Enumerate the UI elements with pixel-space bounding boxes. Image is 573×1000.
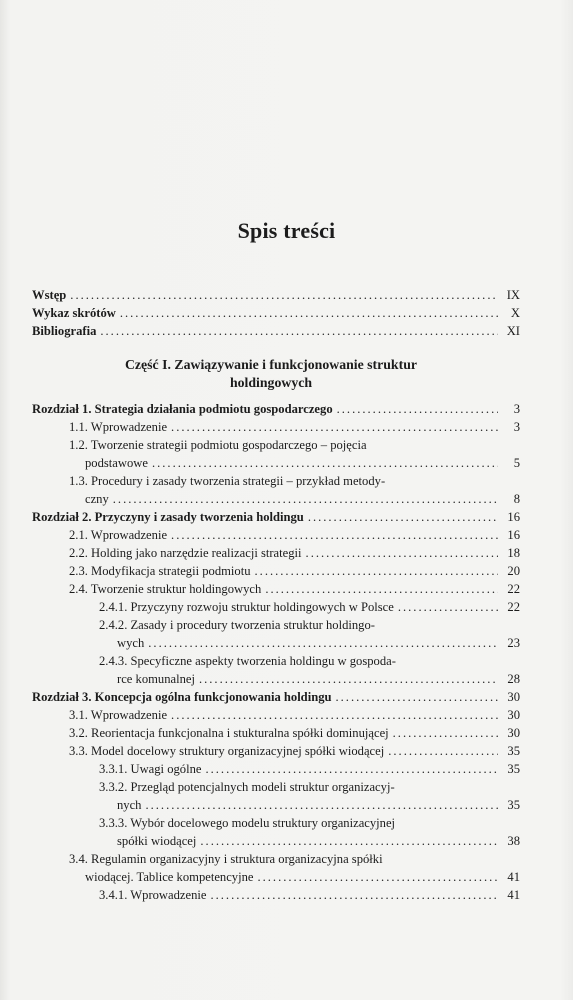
leader-dots bbox=[100, 322, 498, 340]
toc-entry-label: 2.4. Tworzenie struktur holdingowych bbox=[69, 582, 262, 596]
toc-entry-label: 3.3.3. Wybór docelowego modelu struktury organizacyjnej bbox=[99, 816, 396, 830]
toc-page-number: 22 bbox=[507, 600, 520, 614]
toc-page-number: 28 bbox=[507, 672, 520, 686]
toc-entry-3-2[interactable] bbox=[32, 724, 520, 742]
toc-page-number: 8 bbox=[513, 492, 520, 506]
part-heading bbox=[32, 356, 520, 392]
leader-dots bbox=[171, 418, 498, 436]
page-title: Spis treści bbox=[237, 218, 336, 243]
toc-entry-2-2[interactable] bbox=[32, 544, 520, 562]
toc-page-number: 5 bbox=[513, 456, 520, 470]
toc-page-number: 22 bbox=[507, 582, 520, 596]
toc-page-number: XI bbox=[506, 324, 520, 338]
toc-page-number: 35 bbox=[507, 762, 520, 776]
toc-entry-3-3-1[interactable] bbox=[32, 760, 520, 778]
toc-entry-1-2-line2[interactable] bbox=[32, 454, 520, 472]
leader-dots bbox=[257, 868, 498, 886]
leader-dots bbox=[308, 508, 498, 526]
part-heading-line1: Część I. Zawiązywanie i funkcjonowanie struktur bbox=[124, 357, 418, 372]
leader-dots bbox=[393, 724, 498, 742]
toc-entry-label: 2.2. Holding jako narzędzie realizacji strategii bbox=[69, 546, 302, 560]
leader-dots bbox=[398, 598, 498, 616]
leader-dots bbox=[210, 886, 498, 904]
toc-page-number: IX bbox=[506, 288, 520, 302]
toc-entry-3-3-3-line1[interactable] bbox=[32, 814, 520, 832]
toc-entry-label: 3.2. Reorientacja funkcjonalna i stukturalna spółki dominującej bbox=[69, 726, 389, 740]
leader-dots bbox=[152, 454, 498, 472]
toc-entry-label: 3.4.1. Wprowadzenie bbox=[99, 888, 207, 902]
toc-entry-label: 2.1. Wprowadzenie bbox=[69, 528, 168, 542]
toc-entry-3-3-2-line1[interactable] bbox=[32, 778, 520, 796]
toc-entry-label: 1.3. Procedury i zasady tworzenia strategii – przykład metody- bbox=[69, 474, 386, 488]
leader-dots bbox=[205, 760, 498, 778]
toc-entry-label: 3.3.1. Uwagi ogólne bbox=[99, 762, 202, 776]
leader-dots bbox=[255, 562, 498, 580]
toc-entry-label: spółki wiodącej bbox=[117, 834, 197, 848]
leader-dots bbox=[337, 400, 498, 418]
toc-entry-2-4-3-line2[interactable] bbox=[32, 670, 520, 688]
toc-entry-3-4-line1[interactable] bbox=[32, 850, 520, 868]
toc-page-number: 23 bbox=[507, 636, 520, 650]
toc-chapter-2[interactable] bbox=[32, 508, 520, 526]
leader-dots bbox=[199, 670, 498, 688]
toc-entry-label: Rozdział 3. Koncepcja ogólna funkcjonowania holdingu bbox=[32, 690, 332, 704]
toc-page-number: 16 bbox=[507, 510, 520, 524]
leader-dots bbox=[336, 688, 499, 706]
toc-page-number: 3 bbox=[513, 402, 520, 416]
leader-dots bbox=[171, 706, 498, 724]
toc-entry-label: 1.1. Wprowadzenie bbox=[69, 420, 168, 434]
toc-page-number: 41 bbox=[507, 888, 520, 902]
toc-entry-2-1[interactable] bbox=[32, 526, 520, 544]
toc-entry-1-3-line1[interactable] bbox=[32, 472, 520, 490]
toc-entry-label: 2.4.3. Specyficzne aspekty tworzenia holdingu w gospoda- bbox=[99, 654, 396, 668]
leader-dots bbox=[145, 796, 498, 814]
toc-entry-label: 3.3.2. Przegląd potencjalnych modeli struktur organizacyj- bbox=[99, 780, 395, 794]
toc-entry-2-4-3-line1[interactable] bbox=[32, 652, 520, 670]
toc-entry-wykaz-skrotow[interactable] bbox=[32, 304, 520, 322]
toc-page-number: 20 bbox=[507, 564, 520, 578]
leader-dots bbox=[306, 544, 498, 562]
toc-entry-label: wiodącej. Tablice kompetencyjne bbox=[85, 870, 254, 884]
toc-page-number: 30 bbox=[507, 708, 520, 722]
toc-page-number: 35 bbox=[507, 798, 520, 812]
leader-dots bbox=[120, 304, 498, 322]
toc-entry-label: rce komunalnej bbox=[117, 672, 195, 686]
toc-entry-3-4-line2[interactable] bbox=[32, 868, 520, 886]
toc-entry-3-3[interactable] bbox=[32, 742, 520, 760]
leader-dots bbox=[171, 526, 498, 544]
toc-entry-bibliografia[interactable] bbox=[32, 322, 520, 340]
toc-entry-wstep[interactable] bbox=[32, 286, 520, 304]
toc-entry-2-4-1[interactable] bbox=[32, 598, 520, 616]
toc-entry-label: 2.4.2. Zasady i procedury tworzenia struktur holdingo- bbox=[99, 618, 375, 632]
toc-entry-3-3-3-line2[interactable] bbox=[32, 832, 520, 850]
toc-entry-label: Rozdział 2. Przyczyny i zasady tworzenia holdingu bbox=[32, 510, 304, 524]
toc-entry-label: nych bbox=[117, 798, 142, 812]
leader-dots bbox=[200, 832, 498, 850]
toc-entry-label: podstawowe bbox=[85, 456, 148, 470]
toc-entry-2-3[interactable] bbox=[32, 562, 520, 580]
toc-entry-3-4-1[interactable] bbox=[32, 886, 520, 904]
toc-entry-label: Wykaz skrótów bbox=[32, 306, 116, 320]
leader-dots bbox=[70, 286, 498, 304]
toc-entry-label: wych bbox=[117, 636, 145, 650]
toc-page-number: 16 bbox=[507, 528, 520, 542]
toc-entry-1-2-line1[interactable] bbox=[32, 436, 520, 454]
toc-entry-label: Wstęp bbox=[32, 288, 67, 302]
toc-page-number: 30 bbox=[507, 690, 520, 704]
toc-entry-label: 2.3. Modyfikacja strategii podmiotu bbox=[69, 564, 251, 578]
toc-chapter-3[interactable] bbox=[32, 688, 520, 706]
toc-entry-2-4-2-line1[interactable] bbox=[32, 616, 520, 634]
toc-page-number: 35 bbox=[507, 744, 520, 758]
toc-entry-label: 1.2. Tworzenie strategii podmiotu gospodarczego – pojęcia bbox=[69, 438, 367, 452]
toc-entry-2-4-2-line2[interactable] bbox=[32, 634, 520, 652]
leader-dots bbox=[148, 634, 498, 652]
leader-dots bbox=[388, 742, 498, 760]
toc-entry-label: czny bbox=[85, 492, 109, 506]
toc-entry-label: Rozdział 1. Strategia działania podmiotu gospodarczego bbox=[32, 402, 333, 416]
toc-entry-2-4[interactable] bbox=[32, 580, 520, 598]
leader-dots bbox=[113, 490, 498, 508]
toc-page-number: 38 bbox=[507, 834, 520, 848]
toc-entry-3-3-2-line2[interactable] bbox=[32, 796, 520, 814]
toc-page-number: 30 bbox=[507, 726, 520, 740]
part-heading-line2: holdingowych bbox=[229, 375, 313, 390]
table-of-contents bbox=[32, 286, 520, 904]
toc-page-number: 41 bbox=[507, 870, 520, 884]
toc-page-number: 3 bbox=[513, 420, 520, 434]
toc-entry-label: 2.4.1. Przyczyny rozwoju struktur holdingowych w Polsce bbox=[99, 600, 394, 614]
toc-entry-label: 3.1. Wprowadzenie bbox=[69, 708, 168, 722]
toc-entry-3-1[interactable] bbox=[32, 706, 520, 724]
toc-page-number: 18 bbox=[507, 546, 520, 560]
toc-entry-1-3-line2[interactable] bbox=[32, 490, 520, 508]
leader-dots bbox=[265, 580, 498, 598]
toc-chapter-1[interactable] bbox=[32, 400, 520, 418]
toc-entry-label: 3.4. Regulamin organizacyjny i struktura organizacyjna spółki bbox=[69, 852, 383, 866]
toc-entry-1-1[interactable] bbox=[32, 418, 520, 436]
toc-entry-label: 3.3. Model docelowy struktury organizacyjnej spółki wiodącej bbox=[69, 744, 385, 758]
toc-page-number: X bbox=[510, 306, 520, 320]
toc-entry-label: Bibliografia bbox=[32, 324, 97, 338]
